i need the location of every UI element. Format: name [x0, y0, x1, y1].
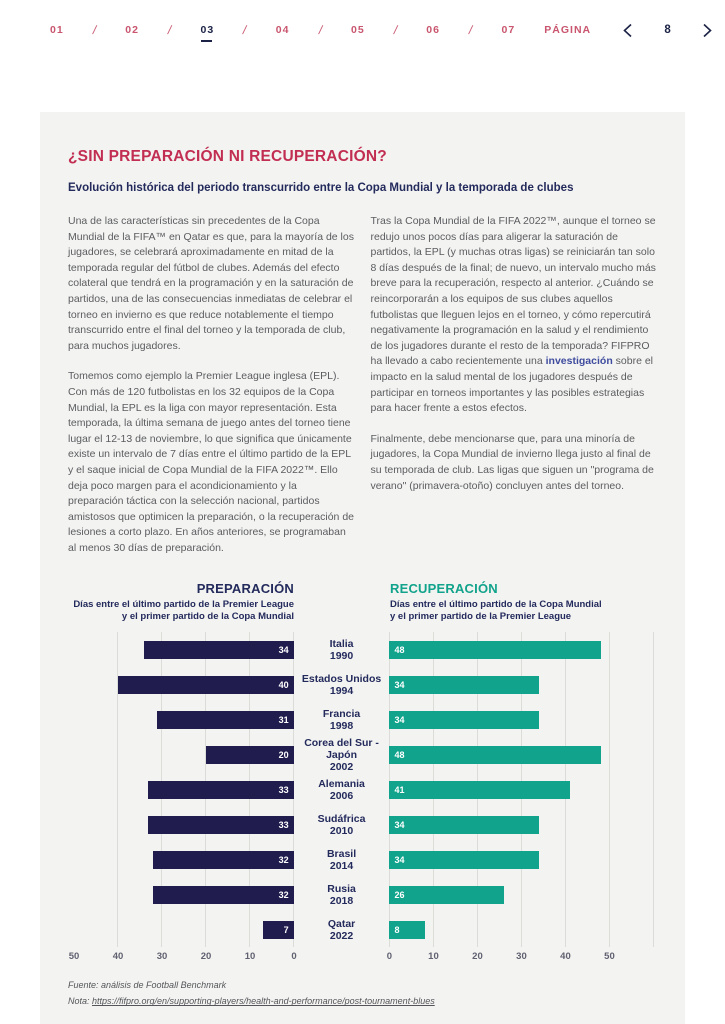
- recovery-bar-row: [389, 632, 657, 667]
- axis-row: [68, 949, 657, 965]
- preparation-title: PREPARACIÓN: [196, 581, 294, 597]
- category-labels: [294, 632, 390, 947]
- category-label: [294, 632, 390, 667]
- recovery-bar: 34: [389, 851, 539, 869]
- axis-tick: 20: [472, 951, 483, 963]
- chart-grid: [68, 632, 657, 947]
- page-subtitle: Evolución histórica del periodo transcurrido entre la Copa Mundial y la temporada de clubes: [68, 182, 574, 194]
- recovery-bar-row: [389, 912, 657, 947]
- page-nav-03-active[interactable]: 03: [200, 24, 215, 36]
- recovery-bar-row: [389, 667, 657, 702]
- category-label: [294, 912, 390, 947]
- category-label: [294, 807, 390, 842]
- preparation-bar-row: [74, 772, 294, 807]
- separator: /: [166, 23, 173, 37]
- note-line: [68, 993, 657, 1009]
- recovery-bar-row: [389, 877, 657, 912]
- separator: /: [392, 23, 399, 37]
- preparation-bar-row: [74, 807, 294, 842]
- page-nav-02[interactable]: 02: [125, 24, 139, 36]
- recovery-bar: 41: [389, 781, 569, 799]
- category-name: Francia: [322, 707, 361, 720]
- page-title: ¿SIN PREPARACIÓN NI RECUPERACIÓN?: [68, 148, 387, 165]
- preparation-bar: 20: [206, 746, 294, 764]
- page-nav-07[interactable]: 07: [501, 24, 516, 36]
- category-year: 1998: [329, 719, 354, 732]
- header-spacer: [294, 581, 390, 622]
- category-label: [294, 842, 390, 877]
- paragraph-text: sobre el impacto en la salud mental de los jugadores después de participar en torneos importantes y las posibles estrategias para hacer frente a estos efectos.: [370, 355, 654, 415]
- axis-tick: 10: [428, 951, 439, 963]
- current-page-number: 8: [664, 24, 671, 36]
- category-name: Estados Unidos: [301, 672, 382, 685]
- axis-tick: 40: [560, 951, 571, 963]
- preparation-subtitle-line2: y el primer partido de la Copa Mundial: [121, 610, 294, 622]
- content-card: [40, 112, 685, 1024]
- category-label: [294, 877, 390, 912]
- recovery-bar: 48: [389, 641, 600, 659]
- axis-tick: 40: [112, 951, 124, 963]
- category-year: 2010: [329, 824, 354, 837]
- source-note: Fuente: análisis de Football Benchmark: [68, 980, 227, 991]
- axis-tick: 10: [244, 951, 256, 963]
- recovery-bar: 48: [389, 746, 600, 764]
- recovery-bar: 26: [389, 886, 503, 904]
- note-link[interactable]: https://fifpro.org/en/supporting-players/health-and-performance/post-tournament-blues: [92, 996, 435, 1007]
- recovery-bar-row: [389, 702, 657, 737]
- page-label: PÁGINA: [544, 24, 592, 36]
- recovery-bar-row: [389, 772, 657, 807]
- chart-section: [68, 581, 657, 965]
- separator: /: [91, 23, 98, 37]
- preparation-bar-row: [74, 877, 294, 912]
- preparation-bar-row: [74, 842, 294, 877]
- preparation-plot: [74, 632, 294, 947]
- category-year: 2018: [329, 894, 354, 907]
- category-name: Italia: [329, 637, 354, 650]
- preparation-bar-row: [74, 632, 294, 667]
- recovery-subtitle-line2: y el primer partido de la Premier League: [390, 610, 572, 622]
- recovery-bar-row: [389, 807, 657, 842]
- preparation-bar: 32: [153, 851, 294, 869]
- separator: /: [241, 23, 249, 37]
- category-label: [294, 667, 390, 702]
- axis-tick: 20: [200, 951, 212, 963]
- page-nav-06[interactable]: 06: [426, 24, 440, 36]
- separator: /: [317, 23, 324, 37]
- preparation-bar: 33: [148, 781, 293, 799]
- recovery-plot: [389, 632, 657, 947]
- paragraph: Finalmente, debe mencionarse que, para una minoría de jugadores, la Copa Mundial de invierno llega justo al final de su temporada de club. Las ligas que siguen un "programa de verano" (primavera-otoño) concluyen antes del torneo.: [370, 432, 654, 492]
- recovery-bar: 34: [389, 816, 539, 834]
- investigacion-link[interactable]: investigación: [545, 355, 613, 368]
- recovery-bar-row: [389, 737, 657, 772]
- preparation-bar-row: [74, 702, 294, 737]
- axis-tick: 30: [516, 951, 527, 963]
- paragraph-text: Tras la Copa Mundial de la FIFA 2022™, aunque el torneo se redujo unos pocos días para aligerar la saturación de partidos, la EPL (y muchas otras ligas) se reiniciarán tan solo 8 días después de la final; de nuevo, un intervalo mucho más breve para la recuperación, respecto al anterior. ¿Cuándo se reincorporarán a los equipos de sus clubes aquellos futbolistas que lleguen lejos en el torneo, y cómo repercutirá negativamente la programación en la salud y el rendimiento de los jugadores durante el resto de la temporada? FIFPRO ha llevado a cabo recientemente una: [370, 215, 656, 368]
- page-nav-05[interactable]: 05: [351, 24, 365, 36]
- category-year: 1990: [329, 649, 354, 662]
- recovery-bar: 34: [389, 711, 539, 729]
- chevron-left-icon[interactable]: [620, 21, 635, 40]
- preparation-axis: [68, 949, 297, 965]
- category-label: [294, 772, 390, 807]
- page-nav-01[interactable]: 01: [50, 24, 64, 36]
- preparation-bar: 34: [144, 641, 294, 659]
- recovery-bar: 34: [389, 676, 539, 694]
- category-label: [294, 702, 390, 737]
- chevron-right-icon[interactable]: [700, 21, 715, 40]
- preparation-header: [68, 581, 294, 622]
- category-name: Brasil: [326, 847, 357, 860]
- axis-tick: 50: [68, 951, 80, 963]
- preparation-subtitle-line1: Días entre el último partido de la Premier League: [73, 599, 294, 611]
- axis-spacer: [294, 949, 393, 965]
- preparation-bar: 33: [148, 816, 293, 834]
- paragraph: Tomemos como ejemplo la Premier League inglesa (EPL). Con más de 120 futbolistas en los 32 equipos de la Copa Mundial, la EPL es la liga con mayor representación. Esta temporada, la última semana de juego antes del torneo tiene lugar el 12-13 de noviembre, lo que significa que únicamente existe un intervalo de 7 días entre el último partido de la EPL y el saque inicial de Copa Mundial de la FIFA 2022™. Ello deja poco margen para el acondicionamiento y la preparación táctica con la selección nacional, partidos amistosos que optimicen la preparación, o la recuperación de lesiones a corto plazo. En años anteriores, se programaban al menos 30 días de preparación.: [68, 370, 354, 554]
- category-year: 1994: [329, 684, 354, 697]
- recovery-title: RECUPERACIÓN: [390, 581, 498, 597]
- recovery-axis: [386, 949, 657, 965]
- category-year: 2022: [329, 929, 354, 942]
- recovery-subtitle-line1: Días entre el último partido de la Copa Mundial: [390, 599, 602, 611]
- recovery-bar: 8: [389, 921, 424, 939]
- category-year: 2014: [329, 859, 354, 872]
- chart-headers: [68, 581, 657, 622]
- category-name: Alemania: [318, 777, 365, 790]
- category-name: Sudáfrica: [317, 812, 366, 825]
- paragraph: Una de las características sin precedentes de la Copa Mundial de la FIFA™ en Qatar es que, para la mayoría de los jugadores, se celebrará aproximadamente en mitad de la temporada regular del fútbol de clubes. Además del efecto colateral que tendrá en la programación y en la saturación de partidos, una de las consecuencias inmediatas de celebrar el torneo en invierno es que reduce notablemente el tiempo transcurrido entre el final del torneo y la temporada de club, para muchos jugadores.: [68, 215, 354, 352]
- recovery-header: [390, 581, 657, 622]
- category-year: 2006: [329, 789, 354, 802]
- category-label: [294, 737, 390, 772]
- recovery-bar-row: [389, 842, 657, 877]
- page-nav-04[interactable]: 04: [275, 24, 290, 36]
- body-columns: [68, 214, 657, 571]
- preparation-bar: 32: [153, 886, 294, 904]
- axis-tick: 30: [156, 951, 168, 963]
- note-label: Nota:: [68, 996, 93, 1007]
- preparation-bar: 7: [263, 921, 294, 939]
- pagination-bar: [0, 0, 725, 46]
- axis-tick: 0: [291, 951, 297, 963]
- axis-tick: 0: [386, 951, 393, 963]
- preparation-bar: 40: [118, 676, 294, 694]
- axis-tick: 50: [604, 951, 615, 963]
- preparation-bar-row: [74, 737, 294, 772]
- category-year: 2002: [329, 760, 354, 773]
- paragraph: [371, 214, 658, 417]
- preparation-bar-row: [74, 912, 294, 947]
- left-column: [68, 214, 355, 571]
- category-name: Rusia: [327, 882, 356, 895]
- preparation-bar: 31: [157, 711, 293, 729]
- preparation-bar-row: [74, 667, 294, 702]
- separator: /: [467, 23, 474, 37]
- right-column: [371, 214, 658, 571]
- category-name: Qatar: [327, 917, 356, 930]
- category-name: Corea del Sur - Japón: [304, 736, 379, 761]
- chart-footer: [68, 977, 657, 1009]
